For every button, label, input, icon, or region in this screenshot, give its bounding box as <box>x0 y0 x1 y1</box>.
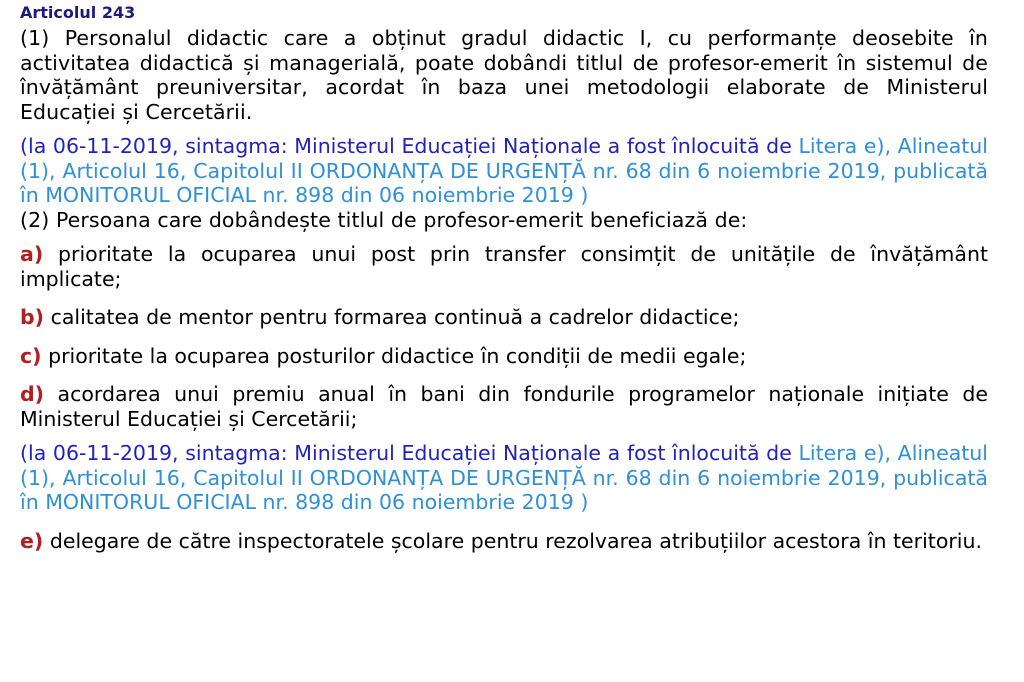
item-letter: e) <box>20 528 44 553</box>
item-letter: b) <box>20 305 45 329</box>
amendment-source-link[interactable]: Litera e), Alineatul (1), Articolul 16, Capitolul II ORDONANȚA DE URGENȚĂ nr. 68 din 6 noiembrie 2019, publicată în MONITORUL OFICIAL nr. 898 din 06 noiembrie 2019 <box>20 441 988 514</box>
item-letter: c) <box>20 343 42 368</box>
list-item-d <box>20 382 988 431</box>
item-letter: a) <box>20 242 44 266</box>
article-container <box>20 2 988 553</box>
amendment-note-suffix: ) <box>580 183 589 207</box>
item-letter: d) <box>20 382 45 406</box>
paragraph-1: (1) Personalul didactic care a obținut gradul didactic I, cu performanțe deosebite în activitatea didactică și managerială, poate dobândi titlul de profesor-emerit în sistemul de învățământ preuniversitar, acordat în baza unei metodologii elaborate de Ministerul Educației și Cercetării. <box>20 26 988 124</box>
item-text: prioritate la ocuparea unui post prin transfer consimțit de unitățile de învățământ implicate; <box>20 242 988 291</box>
item-text: prioritate la ocuparea posturilor didactice în condiții de medii egale; <box>48 343 747 368</box>
amendment-source-link[interactable]: Litera e), Alineatul (1), Articolul 16, Capitolul II ORDONANȚA DE URGENȚĂ nr. 68 din 6 noiembrie 2019, publicată în MONITORUL OFICIAL nr. 898 din 06 noiembrie 2019 <box>20 134 988 207</box>
item-text: acordarea unui premiu anual în bani din fondurile programelor naționale inițiate de Ministerul Educației și Cercetării; <box>20 382 988 431</box>
list-item-b <box>20 305 988 330</box>
list-item-e <box>20 529 988 554</box>
amendment-note-prefix: (la 06-11-2019, sintagma: Ministerul Educației Naționale a fost înlocuită de <box>20 134 792 158</box>
item-text: delegare de către inspectoratele școlare pentru rezolvarea atribuțiilor acestora în teritoriu. <box>49 528 983 553</box>
paragraph-2: (2) Persoana care dobândește titlul de profesor-emerit beneficiază de: <box>20 207 748 232</box>
amendment-note-1 <box>20 134 988 208</box>
amendment-note-prefix: (la 06-11-2019, sintagma: Ministerul Educației Naționale a fost înlocuită de <box>20 441 792 465</box>
amendment-note-2 <box>20 441 988 515</box>
list-item-c <box>20 344 988 369</box>
item-text: calitatea de mentor pentru formarea continuă a cadrelor didactice; <box>50 305 740 329</box>
list-item-a <box>20 242 988 291</box>
amendment-note-suffix: ) <box>580 490 589 514</box>
article-title: Articolul 243 <box>20 3 136 22</box>
